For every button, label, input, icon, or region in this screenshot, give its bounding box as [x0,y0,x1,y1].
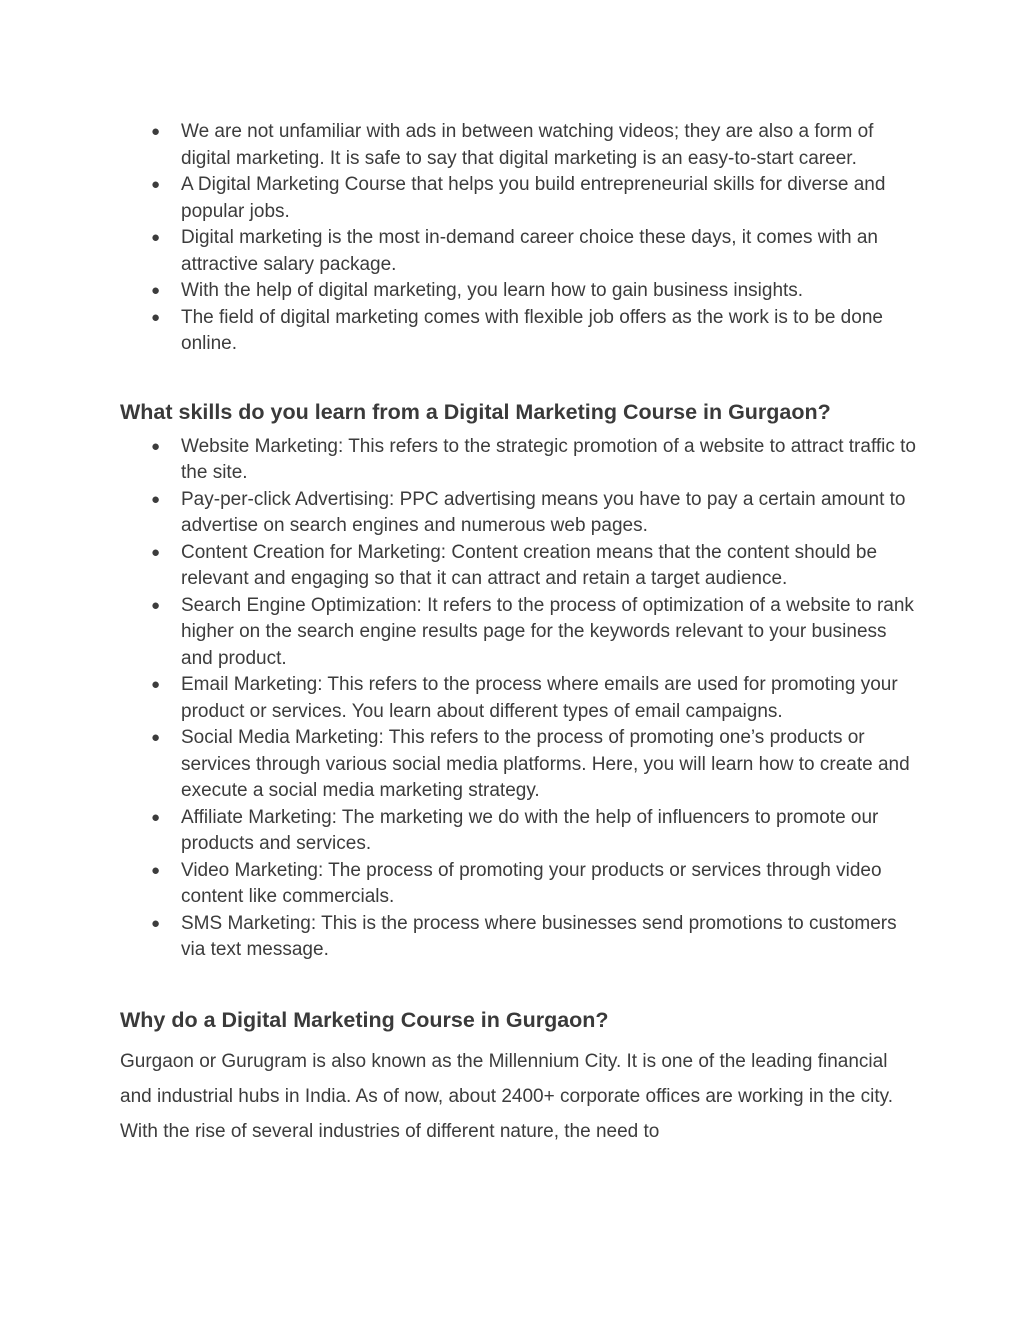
list-item: ● With the help of digital marketing, you learn how to gain business insights. [120,278,920,305]
list-item: ● A Digital Marketing Course that helps you build entrepreneurial skills for diverse and popular jobs. [151,174,886,222]
list-item: ● Email Marketing: This refers to the process where emails are used for promoting your product or services. You learn about different types of email campaigns. [151,674,898,722]
document-body [120,119,920,1149]
bullet-icon: ● [151,437,161,455]
list-item: ● The field of digital marketing comes with flexible job offers as the work is to be done online. [151,306,883,354]
bullet-icon: ● [151,676,161,693]
bullet-icon: ● [151,914,161,932]
list-item: ● Content Creation for Marketing: Content creation means that the content should be relevant and engaging so that it can attract and retain a target audience. [151,541,878,589]
list-item: ● Video Marketing: The process of promoting your products or services through video content like commercials. [151,859,882,907]
bullet-icon: ● [151,229,161,246]
bullet-icon: ● [151,308,161,326]
bullet-icon: ● [151,176,161,193]
bullet-icon: ● [151,861,161,879]
bullet-icon: ● [151,543,161,561]
bullet-icon: ● [151,490,161,508]
list-item: ● SMS Marketing: This is the process where businesses send promotions to customers via text message. [151,912,897,960]
list-item: ● Pay-per-click Advertising: PPC advertising means you have to pay a certain amount to advertise on search engines and numerous web pages. [151,488,906,536]
list-item: ● Social Media Marketing: This refers to the process of promoting one’s products or services through various social media platforms. Here, you will learn how to create and execute a social media marketing strategy. [151,727,910,801]
skills-heading: What skills do you learn from a Digital Marketing Course in Gurgaon? [120,399,831,424]
benefits-list [120,119,920,358]
bullet-icon: ● [151,808,161,826]
list-item: ● Search Engine Optimization: It refers to the process of optimization of a website to rank higher on the search engine results page for the keywords relevant to your business and product. [151,594,914,669]
skills-list [120,434,920,964]
bullet-icon: ● [151,729,161,746]
list-item: ● Affiliate Marketing: The marketing we do with the help of influencers to promote our products and services. [151,806,879,854]
list-item: ● Digital marketing is the most in-demand career choice these days, it comes with an attractive salary package. [151,227,878,275]
why-paragraph: Gurgaon or Gurugram is also known as the Millennium City. It is one of the leading financial and industrial hubs in India. As of now, about 2400+ corporate offices are working in the city. With the rise of several industries of different nature, the need to [120,1050,893,1142]
bullet-icon: ● [151,123,161,140]
bullet-icon: ● [151,282,161,299]
why-heading: Why do a Digital Marketing Course in Gurgaon? [120,1007,609,1032]
bullet-icon: ● [151,596,161,614]
list-item: ● We are not unfamiliar with ads in between watching videos; they are also a form of digital marketing. It is safe to say that digital marketing is an easy-to-start career. [151,121,874,169]
list-item: ● Website Marketing: This refers to the strategic promotion of a website to attract traffic to the site. [151,435,916,483]
